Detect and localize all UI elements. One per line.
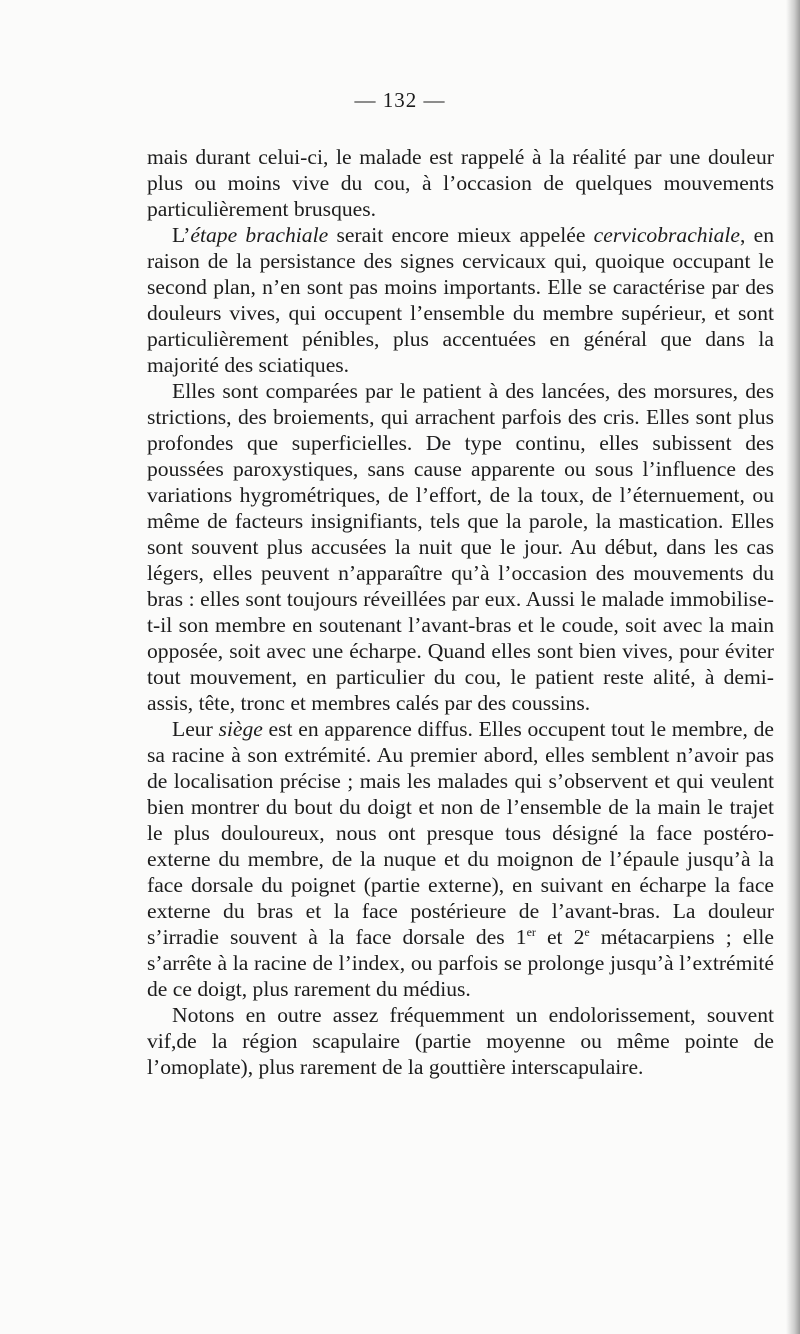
paragraph bbox=[147, 378, 774, 716]
text-run: et 2 bbox=[535, 925, 585, 949]
page-edge-shadow bbox=[786, 0, 800, 1334]
paragraph bbox=[147, 716, 774, 1002]
paragraph bbox=[147, 1002, 774, 1080]
text-run: , en raison de la persistance des signes cervicaux qui, quoique occupant le second plan, n’en sont pas moins importants. Elle se caractérise par des douleurs vives, qui occupent l’ensemble du membre supérieur, et sont particulièrement pénibles, plus accentuées en général que dans la majorité des sciatiques. bbox=[147, 223, 775, 377]
text-run: Elles sont comparées par le patient à des lancées, des morsures, des strictions, des broiements, qui arrachent parfois des cris. Elles sont plus profondes que superficielles. De type continu, elles subissent des poussées paroxystiques, sans cause apparente ou sous l’influence des variations hygrométriques, de l’effort, de la toux, de l’éternuement, ou même de facteurs insignifiants, tels que la parole, la mastication. Elles sont souvent plus accusées la nuit que le jour. Au début, dans les cas légers, elles peuvent n’apparaître qu’à l’occasion des mouvements du bras : elles sont toujours réveillées par eux. Aussi le malade immobilise-t-il son membre en soutenant l’avant-bras et le coude, soit avec la main opposée, soit avec une écharpe. Quand elles sont bien vives, pour éviter tout mouvement, en particulier du cou, le patient reste alité, à demi-assis, tête, tronc et membres calés par des coussins. bbox=[147, 379, 774, 715]
paragraph bbox=[147, 222, 774, 378]
italic-term: étape brachiale bbox=[190, 223, 329, 247]
page-number: — 132 — bbox=[354, 88, 446, 112]
text-run: mais durant celui-ci, le malade est rappelé à la réalité par une douleur plus ou moins vive du cou, à l’occasion de quelques mouvements particulièrement brusques. bbox=[147, 145, 774, 221]
text-run: Notons en outre assez fréquemment un endolorissement, souvent vif,de la région scapulaire (partie moyenne ou même pointe de l’omoplate), plus rarement de la gouttière interscapulaire. bbox=[147, 1003, 774, 1079]
italic-term: siège bbox=[218, 717, 263, 741]
text-run: est en apparence diffus. Elles occupent tout le membre, de sa racine à son extrémité. Au premier abord, elles semblent n’avoir pas de localisation précise ; mais les malades qui s’observent et qui veulent bien montrer du bout du doigt et non de l’ensemble de la main le trajet le plus douloureux, nous ont presque tous désigné la face postéro-externe du membre, de la nuque et du moignon de l’épaule jusqu’à la face dorsale du poignet (partie externe), en suivant en écharpe la face externe du bras et la face postérieure de l’avant-bras. La douleur s’irradie souvent à la face dorsale des 1 bbox=[147, 717, 774, 949]
italic-term: cervicobrachiale bbox=[593, 223, 740, 247]
superscript: er bbox=[526, 924, 536, 939]
superscript: e bbox=[584, 924, 590, 939]
text-run: Leur bbox=[172, 717, 219, 741]
text-run: métacarpiens ; elle s’arrête à la racine de l’index, ou parfois se prolonge jusqu’à l’extrémité de ce doigt, plus rarement du médius. bbox=[147, 925, 774, 1001]
text-run: serait encore mieux appelée bbox=[328, 223, 594, 247]
paragraph bbox=[147, 144, 774, 222]
text-run: L’ bbox=[172, 223, 191, 247]
body-text bbox=[147, 144, 774, 1080]
